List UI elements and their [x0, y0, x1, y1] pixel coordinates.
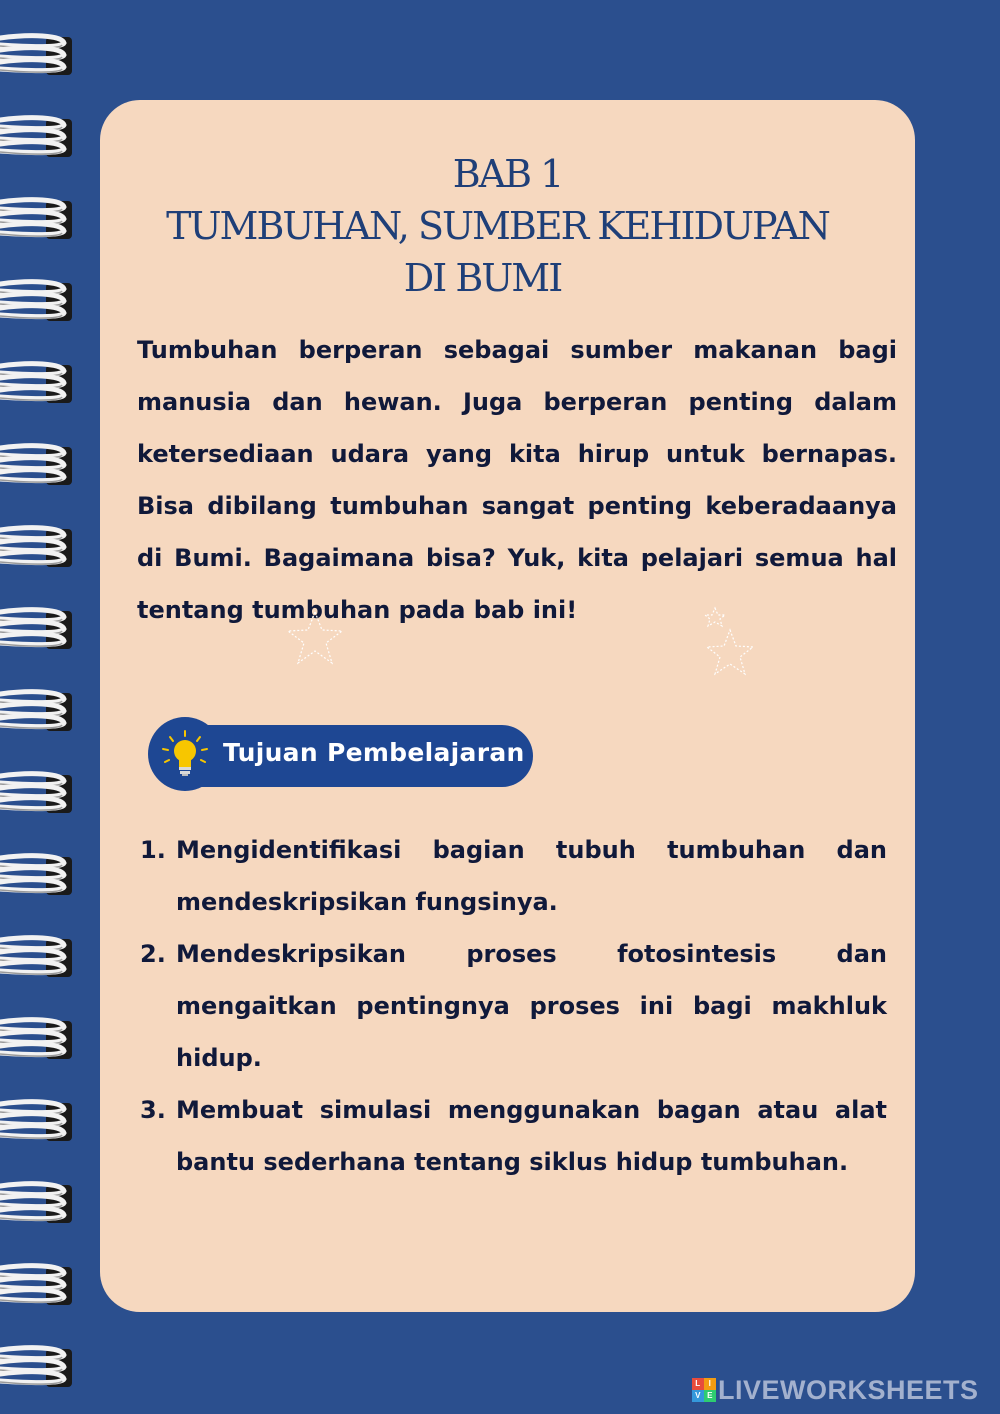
- item-number: 1.: [140, 836, 166, 864]
- spiral-binding: [0, 0, 80, 1414]
- spiral-coil-icon: [0, 938, 72, 977]
- chapter-title-line: TUMBUHAN, SUMBER KEHIDUPAN: [166, 204, 829, 248]
- intro-paragraph: Tumbuhan berperan sebagai sumber makanan bagi manusia dan hewan. Juga berperan penting dalam ketersediaan udara yang kita hirup untuk bernapas. Bisa dibilang tumbuhan sangat penting keberadaanya di Bumi. Bagaimana bisa? Yuk, kita pelajari semua hal tentang tumbuhan pada bab ini!: [137, 336, 897, 624]
- spiral-coil-icon: [0, 200, 72, 239]
- item-text: Membuat simulasi menggunakan bagan atau alat bantu sederhana tentang siklus hidup tumbuhan.: [176, 1096, 887, 1176]
- section-title: Tujuan Pembelajaran: [223, 738, 525, 767]
- item-number: 2.: [140, 940, 166, 968]
- spiral-coil-icon: [0, 692, 72, 731]
- spiral-coil-icon: [0, 364, 72, 403]
- spiral-coil-icon: [0, 1266, 72, 1305]
- chapter-title: [100, 148, 915, 304]
- lightbulb-icon: [148, 717, 222, 791]
- spiral-coil-icon: [0, 774, 72, 813]
- star-icon: [707, 630, 753, 674]
- spiral-coil-icon: [0, 610, 72, 649]
- item-number: 3.: [140, 1096, 166, 1124]
- spiral-coil-icon: [0, 36, 72, 75]
- spiral-coil-icon: [0, 446, 72, 485]
- chapter-number: BAB 1: [452, 152, 563, 196]
- spiral-coil-icon: [0, 856, 72, 895]
- chapter-title-line: DI BUMI: [403, 256, 562, 300]
- liveworksheets-logo-icon: L I V E: [692, 1378, 716, 1402]
- spiral-coil-icon: [0, 1102, 72, 1141]
- item-text: Mendeskripsikan proses fotosintesis dan mengaitkan pentingnya proses ini bagi makhluk hidup.: [176, 940, 887, 1072]
- spiral-coil-icon: [0, 1348, 72, 1387]
- spiral-coil-icon: [0, 1020, 72, 1059]
- spiral-coil-icon: [0, 1184, 72, 1223]
- spiral-coil-icon: [0, 528, 72, 567]
- list-item: [140, 824, 887, 928]
- list-item: [140, 928, 887, 1084]
- liveworksheets-watermark: [692, 1376, 979, 1404]
- content-card: [100, 100, 915, 1312]
- learning-objectives-list: [140, 824, 887, 1188]
- item-text: Mengidentifikasi bagian tubuh tumbuhan dan mendeskripsikan fungsinya.: [176, 836, 887, 916]
- spiral-coil-icon: [0, 118, 72, 157]
- list-item: [140, 1084, 887, 1188]
- section-header-pill: [153, 725, 533, 787]
- watermark-text: LIVEWORKSHEETS: [718, 1374, 979, 1405]
